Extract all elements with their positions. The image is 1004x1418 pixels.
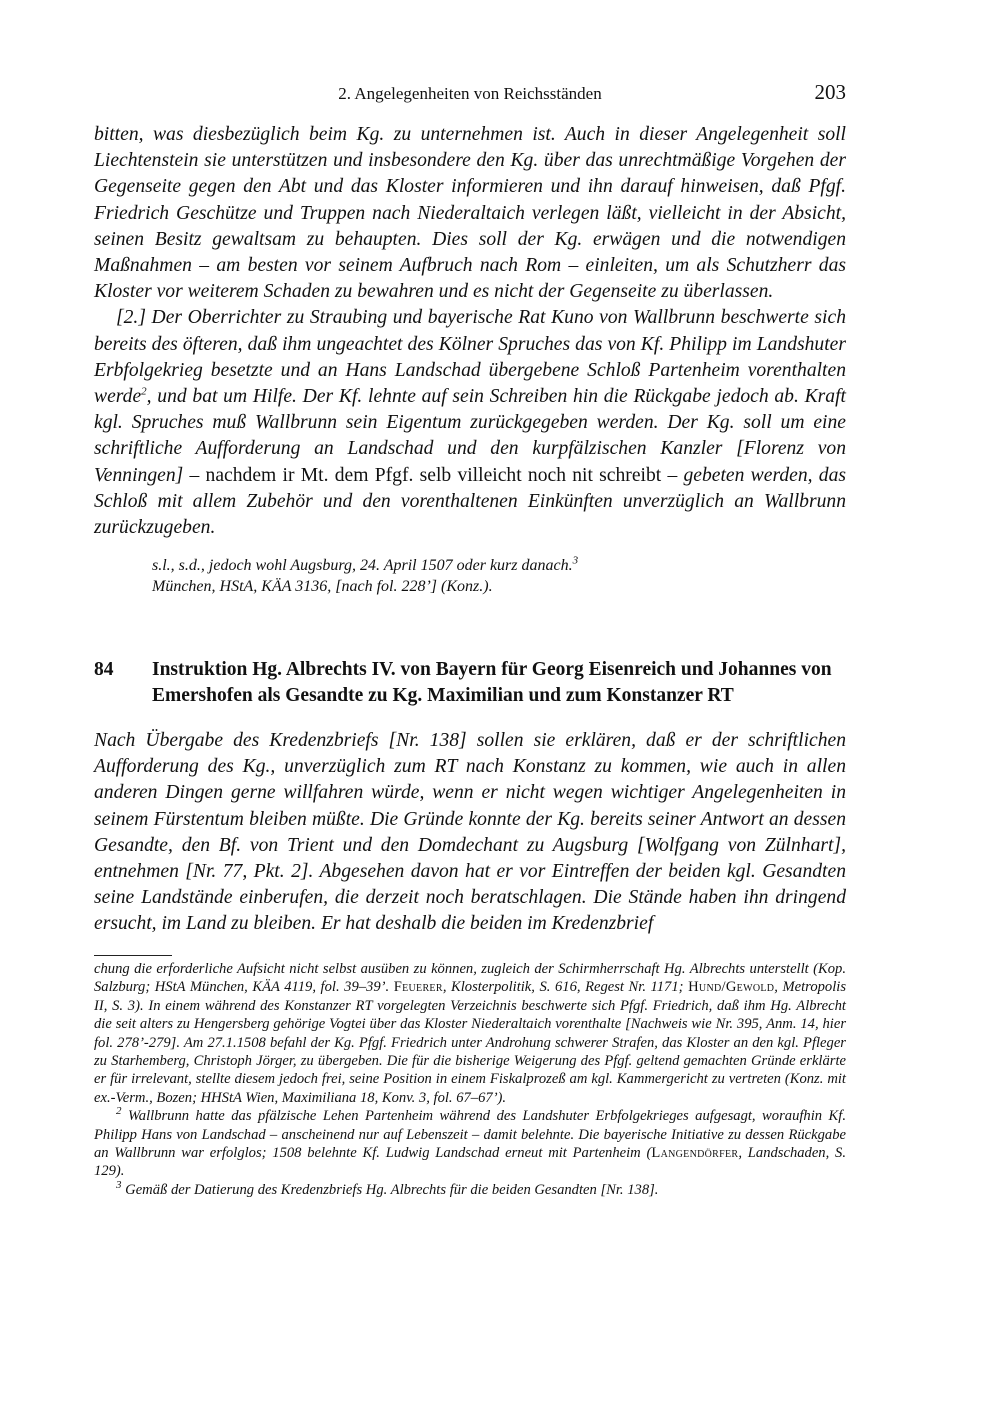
document-heading [94, 657, 846, 709]
footnote-2-text-a: Wallbrunn hatte das pfälzische Lehen Partenheim während des Landshuter Erbfolgekrieges aufgesagt, woraufhin Kf. Philipp Hans von Landschad – anscheinend nur auf Lebenszeit – damit belehnte. Die bayerische Initiative zu dessen Rückgabe an Wallbrunn war erfolglos; 1508 belehnte Kf. Ludwig Landschad erneut mit Partenheim ( [94, 1108, 846, 1162]
footnote-ref-3[interactable]: 3 [572, 554, 579, 567]
dating-line [152, 555, 846, 576]
footnote-1-continued [94, 960, 846, 1107]
dating-text: s.l., s.d., jedoch wohl Augsburg, 24. April 1507 oder kurz danach. [152, 557, 573, 575]
footnote-1-text-c: , Metropolis II, S. 3). In einem während des Konstanzer RT vorgelegten Verzeichnis beschwerte sich Pfgf. Friedrich, daß ihm Hg. Albrecht die seit alters zu Hengersberg gehörige Vogtei über das Kloster Niederaltaich vorenthalte [Nachweis wie Nr. 395, Anm. 14, hier fol. 278’-279]. Am 27.1.1508 befahl der Kg. Pfgf. Friedrich unter Androhung schwerer Strafen, das Kloster an den kgl. Pfleger zu Starhemberg, Christoph Jörger, zu übergeben. Die für die bisherige Weigerung des Pfgf. geltend gemachten Gründe erklärte er für irrelevant, stellte diesem jedoch frei, seine Position in einem Fiskalprozeß am kgl. Kammergericht zu vertreten (Konz. mit ex.-Verm., Bozen; HHStA Wien, Maximiliana 18, Konv. 3, fol. 67–67’). [94, 979, 846, 1106]
footnote-ref-2[interactable]: 2 [141, 385, 147, 398]
author-feuerer: Feuerer [393, 979, 443, 996]
paragraph-2 [94, 305, 846, 541]
footnote-3-text: Gemäß der Datierung des Kredenzbriefs Hg. Albrechts für die beiden Gesandten [Nr. 138]. [121, 1181, 659, 1198]
paragraph-2-text-a: [2.] Der Oberrichter zu Straubing und bayerische Rat Kuno von Wallbrunn beschwerte sich bereits des öfteren, daß ihm ungeachtet des Kölner Spruches das von Kf. Philipp im Landshuter Erbfolgekrieg besetzte und an Hans Landschad übergebene Schloß Partenheim vorenthalten werde [94, 307, 846, 408]
paragraph-1: bitten, was diesbezüglich beim Kg. zu unternehmen ist. Auch in dieser Angelegenheit soll Liechtenstein sie unterstützen und insbesondere den Kg. über das unrechtmäßige Vorgehen der Gegenseite gegen den Abt und das Kloster informieren und ihn darauf hinweisen, daß Pfgf. Friedrich Geschütze und Truppen nach Niederaltaich verlegen läßt, vielleicht in der Absicht, seinen Besitz gewaltsam zu behaupten. Dies soll der Kg. erwägen und die notwendigen Maßnahmen – am besten vor seinem Aufbruch nach Rom – einleiten, um als Schutzherr das Kloster vor weiterem Schaden zu bewahren und es nicht der Gegenseite zu überlassen. [94, 124, 846, 303]
author-langendoerfer: Langendörfer [651, 1145, 739, 1162]
document-84-text [94, 728, 846, 938]
footnote-rule [94, 955, 172, 956]
footnote-2 [94, 1107, 846, 1181]
page-number: 203 [814, 80, 846, 104]
continued-text [94, 122, 846, 597]
paragraph-2-quote: nachdem ir Mt. dem Pfgf. selb villeicht noch nit schreibt [205, 464, 662, 486]
footnote-3-number: 3 [116, 1179, 122, 1192]
footnotes [94, 960, 846, 1199]
footnote-2-text-b: , Landschaden, S. 129). [94, 1145, 846, 1180]
paragraph-3: Nach Übergabe des Kredenzbriefs [Nr. 138] sollen sie erklären, daß er der schriftlichen Aufforderung des Kg., unverzüglich zum RT nach Konstanz zu kommen, wie auch in allen anderen Dingen gerne willfahren würde, wenn er nicht wegen wichtiger Angelegenheiten in seinem Fürstentum bleiben müßte. Die Gründe konnte der Kg. bereits seiner Antwort an dessen Gesandte, den Bf. von Trient und den Domdechant zu Augsburg [Wolfgang von Zülnhart], entnehmen [Nr. 77, Pkt. 2]. Abgesehen davon hat er vor Eintreffen der beiden kgl. Gesandten seine Landstände einberufen, die derzeit noch beratschlagen. Die Stände haben ihn dringend ersucht, im Land zu bleiben. Er hat deshalb die beiden im Kredenzbrief [94, 730, 846, 935]
document-title: Instruktion Hg. Albrechts IV. von Bayern für Georg Eisenreich und Johannes von Emershofen als Gesandte zu Kg. Maximilian und zum Konstanzer RT [152, 659, 832, 706]
document-number: 84 [94, 659, 114, 680]
paragraph-2-text-c: – gebeten werden, das Schloß mit allem Zubehör und den vorenthaltenen Einkünften unverzüglich an Wallbrunn zurückzugeben. [94, 464, 846, 539]
author-hund-gewold: Hund/Gewold [688, 979, 775, 996]
paragraph-2-text-b: , und bat um Hilfe. Der Kf. lehnte auf sein Schreiben hin die Rückgabe jedoch ab. Kraft kgl. Spruches muß Wallbrunn sein Eigentum zurückgegeben werden. Der Kg. soll um eine schriftliche Aufforderung an Landschad und den kurpfälzischen Kanzler [Florenz von Venningen] – [94, 386, 846, 486]
footnote-1-text-b: , Klosterpolitik, S. 616, Regest Nr. 1171; [442, 979, 689, 996]
source-line: München, HStA, KÄA 3136, [nach fol. 228’] (Konz.). [152, 578, 493, 596]
footnote-1-text-a: chung die erforderliche Aufsicht nicht selbst ausüben zu können, zugleich der Schirmherrschaft Hg. Albrechts unterstellt (Kop. Salzburg; HStA München, KÄA 4119, fol. 39–39’. [94, 961, 846, 996]
running-title: 2. Angelegenheiten von Reichsständen [338, 84, 602, 103]
footnote-3 [94, 1181, 846, 1199]
footnote-2-number: 2 [116, 1105, 122, 1118]
running-head [94, 80, 846, 108]
